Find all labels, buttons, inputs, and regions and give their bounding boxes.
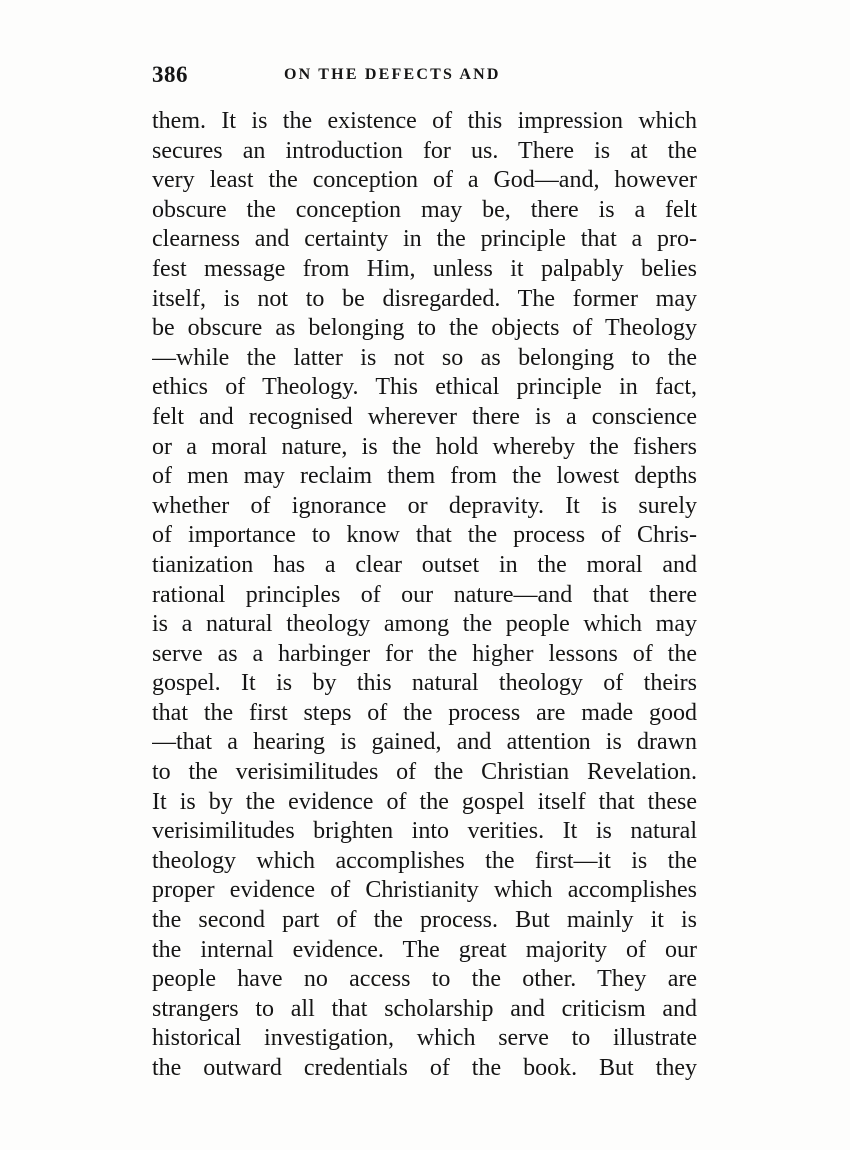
text-line: verisimilitudes brighten into verities. It is natural	[152, 818, 697, 845]
text-line: serve as a harbinger for the higher lessons of the	[152, 640, 697, 667]
text-line: It is by the evidence of the gospel itself that these	[152, 788, 697, 815]
text-line: historical investigation, which serve to illustrate	[152, 1025, 697, 1052]
text-line: felt and recognised wherever there is a conscience	[152, 403, 697, 430]
text-line: whether of ignorance or depravity. It is surely	[152, 492, 697, 519]
text-line: or a moral nature, is the hold whereby the fishers	[152, 433, 697, 460]
text-line: people have no access to the other. They are	[152, 966, 697, 993]
text-line: secures an introduction for us. There is at the	[152, 137, 697, 164]
text-line: of men may reclaim them from the lowest depths	[152, 463, 697, 490]
text-line: the second part of the process. But mainly it is	[152, 907, 697, 934]
text-line: —while the latter is not so as belonging to the	[152, 344, 697, 371]
text-line: fest message from Him, unless it palpably belies	[152, 255, 697, 282]
text-line: itself, is not to be disregarded. The former may	[152, 285, 697, 312]
text-line: to the verisimilitudes of the Christian Revelation.	[152, 759, 697, 786]
text-line: theology which accomplishes the first—it is the	[152, 847, 697, 874]
text-line: strangers to all that scholarship and criticism and	[152, 995, 697, 1022]
text-line: of importance to know that the process of Chris-	[152, 522, 697, 549]
text-line: gospel. It is by this natural theology of theirs	[152, 670, 697, 697]
text-line: very least the conception of a God—and, however	[152, 167, 697, 194]
body-text	[152, 107, 697, 1084]
text-line: the outward credentials of the book. But they	[152, 1055, 697, 1081]
text-line: them. It is the existence of this impression which	[152, 108, 697, 134]
text-line: obscure the conception may be, there is a felt	[152, 196, 697, 223]
text-line: —that a hearing is gained, and attention is drawn	[152, 729, 697, 756]
page-number: 386	[152, 62, 188, 87]
text-line: is a natural theology among the people which may	[152, 611, 697, 638]
running-head	[152, 62, 697, 92]
text-line: clearness and certainty in the principle that a pro-	[152, 226, 697, 253]
running-head-title: ON THE DEFECTS AND	[284, 66, 501, 83]
text-line: ethics of Theology. This ethical principle in fact,	[152, 374, 697, 401]
text-line: rational principles of our nature—and that there	[152, 581, 697, 608]
text-line: that the first steps of the process are made good	[152, 699, 697, 726]
text-line: be obscure as belonging to the objects of Theology	[152, 315, 697, 342]
text-line: the internal evidence. The great majority of our	[152, 936, 697, 963]
text-line: tianization has a clear outset in the moral and	[152, 551, 697, 578]
text-line: proper evidence of Christianity which accomplishes	[152, 877, 697, 904]
